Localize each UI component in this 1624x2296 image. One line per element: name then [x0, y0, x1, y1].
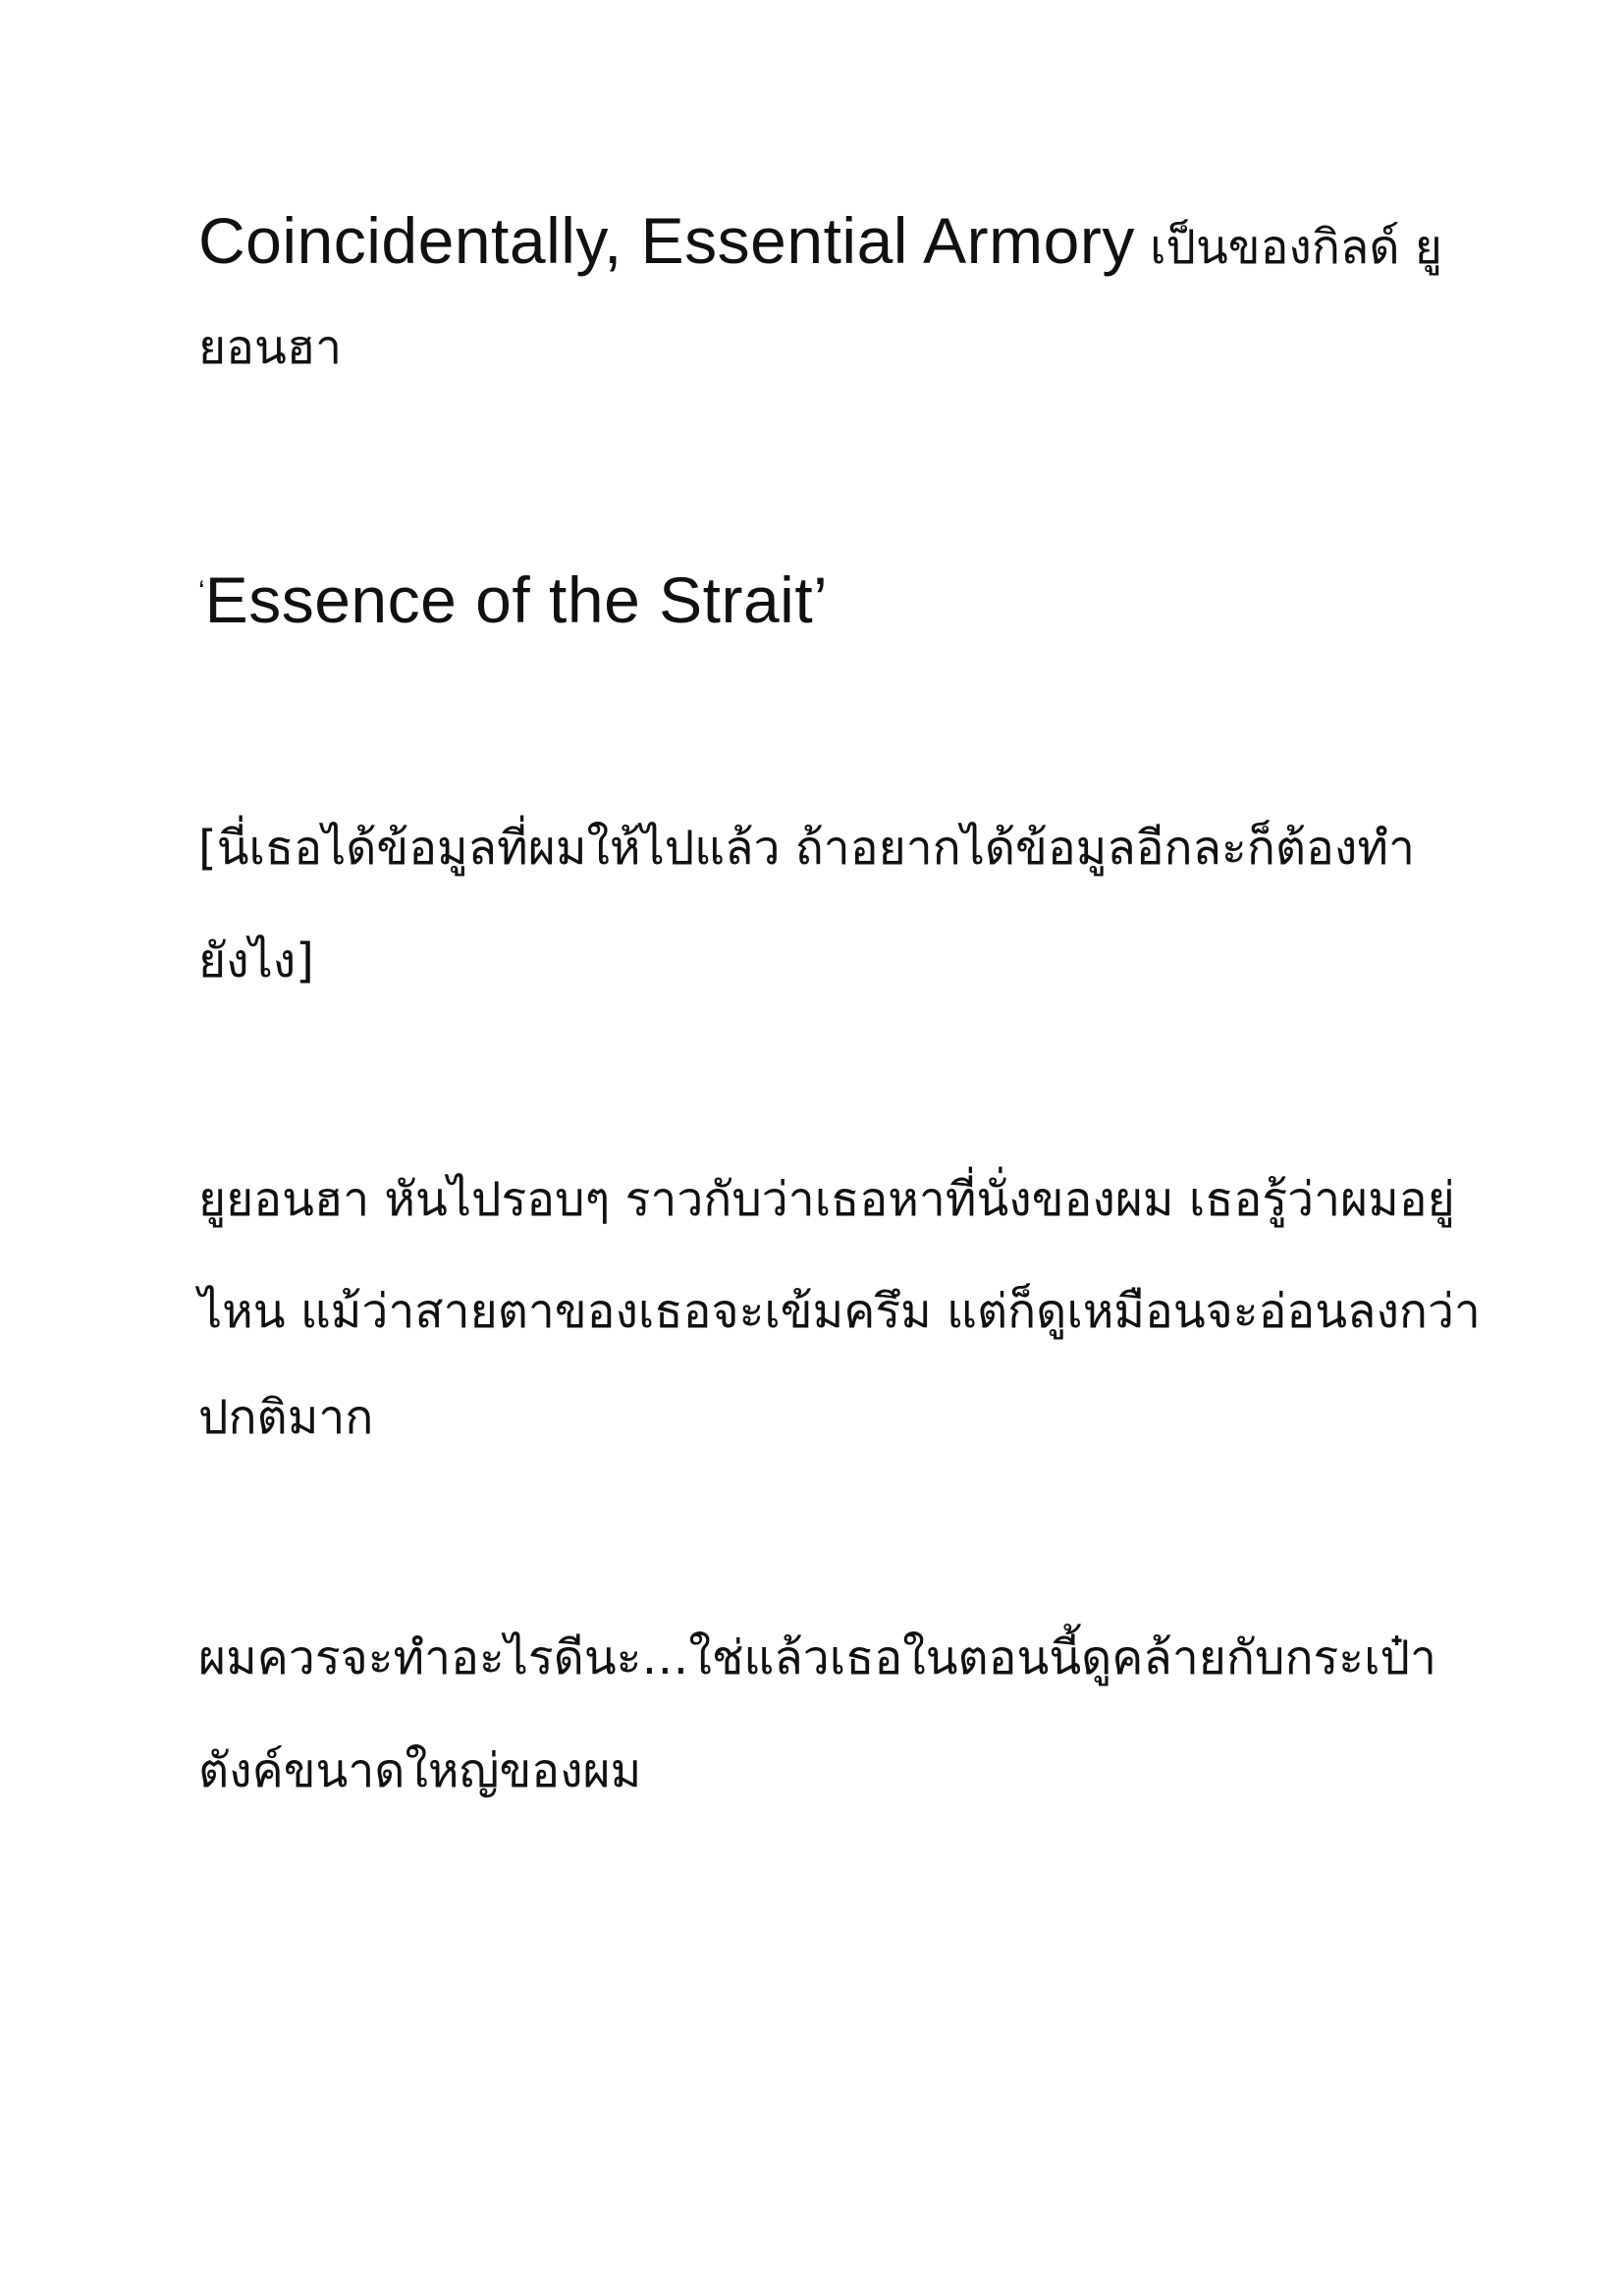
paragraph-1-latin-text: Coincidentally, Essential Armory — [198, 204, 1135, 277]
paragraph-4-line-2: ไหน แม้ว่าสายตาของเธอจะเข้มครึม แต่ก็ดูเหมือนจะอ่อนลงกว่า — [198, 1284, 1481, 1339]
essence-title: Essence of the Strait’ — [204, 563, 829, 636]
paragraph-5-line-1: ผมควรจะทำอะไรดีนะ…ใช่แล้วเธอในตอนนี้ดูคล้ายกับกระเป๋า — [198, 1630, 1436, 1685]
paragraph-1-thai-text: เป็นของกิลด์ ยู — [1134, 220, 1442, 275]
paragraph-1-line-2: ยอนฮา — [198, 320, 343, 375]
paragraph-4-line-1: ยูยอนฮา หันไปรอบๆ ราวกับว่าเธอหาที่นั่งของผม เธอรู้ว่าผมอยู่ — [198, 1172, 1455, 1227]
paragraph-2-heading — [198, 563, 829, 636]
paragraph-4-line-3: ปกติมาก — [198, 1390, 374, 1445]
paragraph-5-line-2: ตังค์ขนาดใหญ่ของผม — [198, 1743, 642, 1798]
paragraph-1-line-1 — [198, 204, 1442, 277]
paragraph-3-line-2: ยังไง] — [198, 934, 314, 988]
paragraph-3-line-1: [นี่เธอได้ข้อมูลที่ผมให้ไปแล้ว ถ้าอยากได้ข้อมูลอีกละก็ต้องทำ — [198, 821, 1415, 876]
opening-quote-mark: ‘ — [198, 575, 205, 608]
